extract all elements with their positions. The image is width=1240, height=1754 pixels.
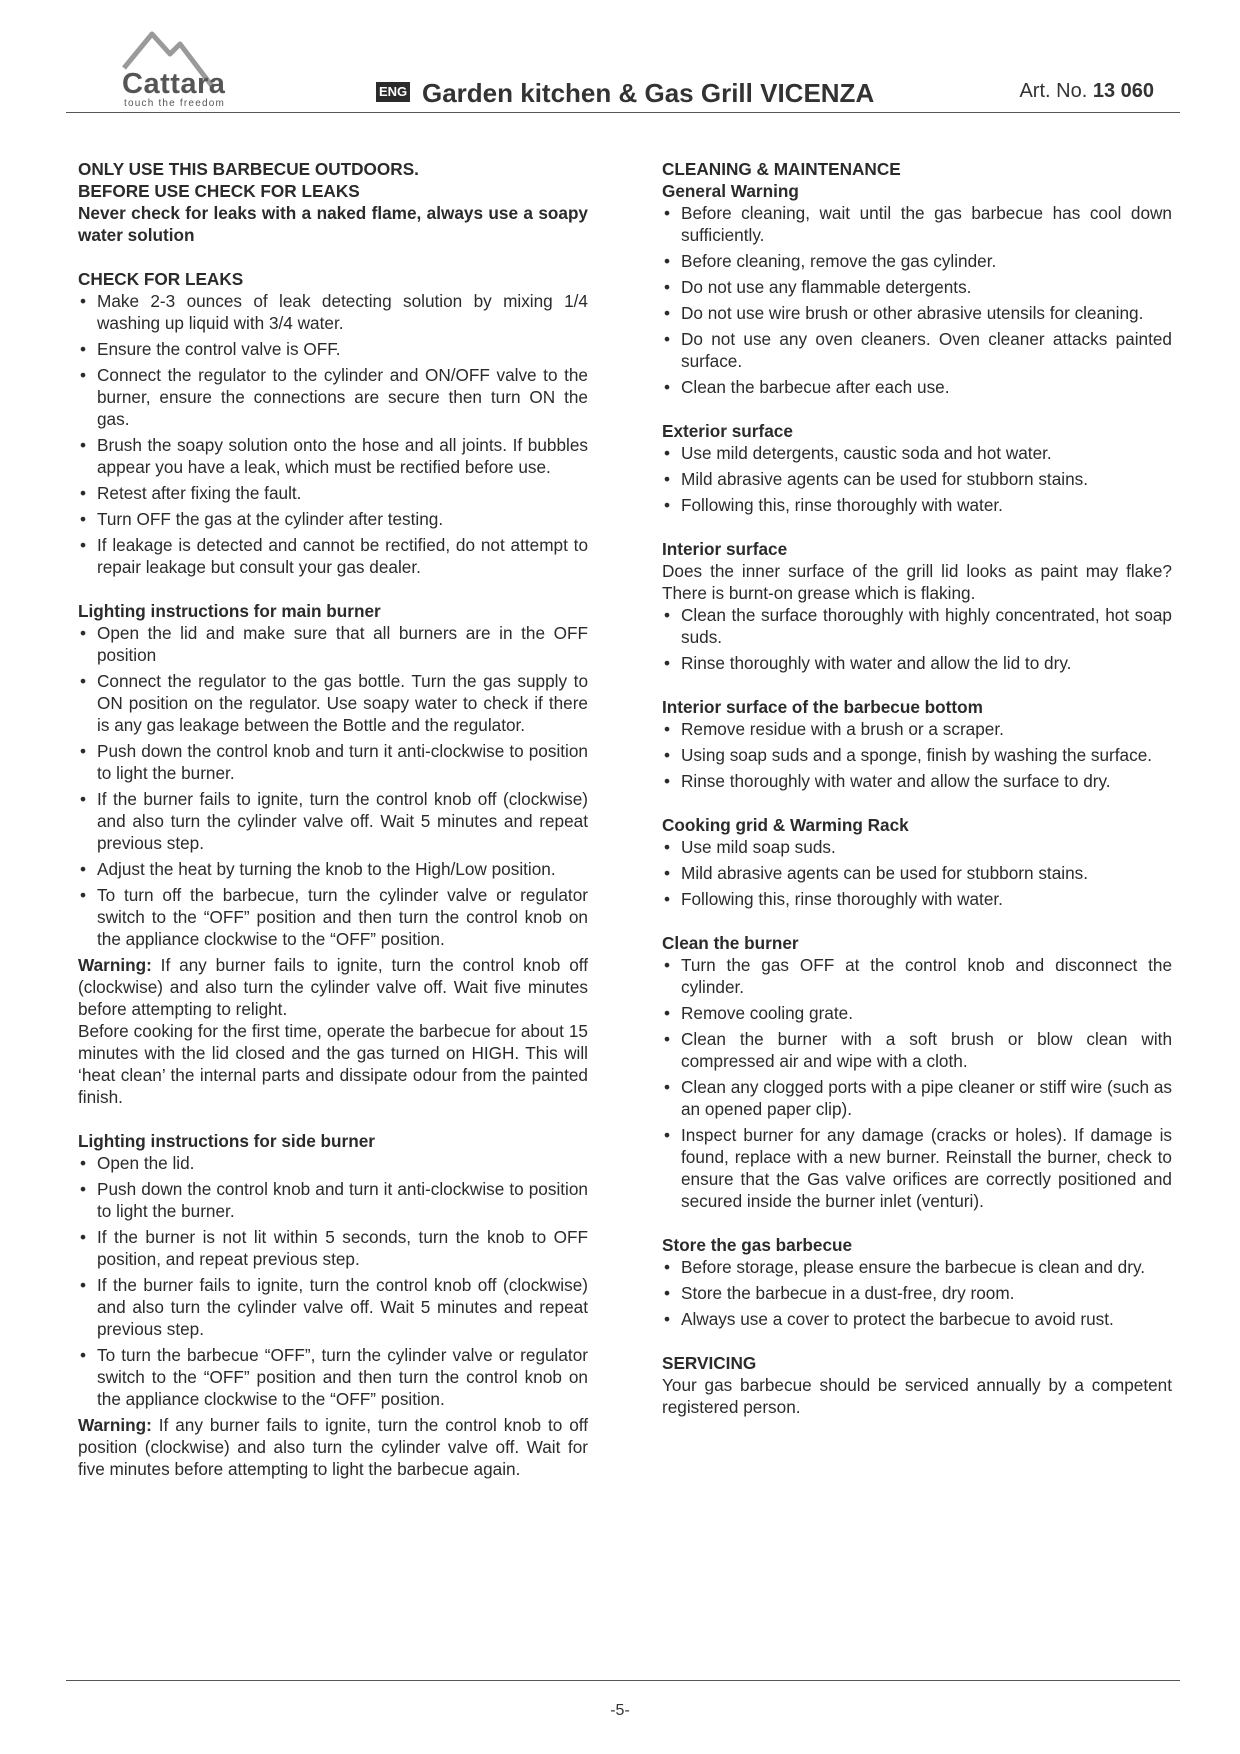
interior-list [662,604,1172,674]
list-item: • Do not use wire brush or other abrasive utensils for cleaning. [662,302,1172,324]
list-item: • Use mild soap suds. [662,836,1172,858]
section-title: CLEANING & MAINTENANCE [662,159,901,179]
language-badge: ENG [376,82,410,102]
list-item: • Using soap suds and a sponge, finish by washing the surface. [662,744,1172,766]
warning-label: Warning: [78,1415,152,1435]
list-item: • Always use a cover to protect the barbecue to avoid rust. [662,1308,1172,1330]
list-item: • Before storage, please ensure the barbecue is clean and dry. [662,1256,1172,1278]
list-item: • If leakage is detected and cannot be rectified, do not attempt to repair leakage but consult your gas dealer. [78,534,588,578]
warning-text: If any burner fails to ignite, turn the control knob to off position (clockwise) and also turn the cylinder valve off. Wait for five minutes before attempting to light the barbecue again. [78,1415,588,1479]
burner-list [662,954,1172,1212]
list-item: • If the burner fails to ignite, turn the control knob off (clockwise) and also turn the cylinder valve off. Wait 5 minutes and repeat previous step. [78,788,588,854]
exterior-list [662,442,1172,516]
check-leaks-section [78,268,588,578]
main-burner-list [78,622,588,950]
intro-line-3: Never check for leaks with a naked flame, always use a soapy water solution [78,203,588,245]
list-item: • Do not use any oven cleaners. Oven cleaner attacks painted surface. [662,328,1172,372]
intro-section [78,158,588,246]
burner-section [662,932,1172,1212]
list-item: • Clean the burner with a soft brush or blow clean with compressed air and wipe with a cloth. [662,1028,1172,1072]
article-label: Art. No. [1019,80,1088,102]
intro-line-1: ONLY USE THIS BARBECUE OUTDOORS. [78,159,419,179]
general-list [662,202,1172,398]
general-warning-section [662,158,1172,398]
list-item: • Use mild detergents, caustic soda and hot water. [662,442,1172,464]
list-item: • Brush the soapy solution onto the hose and all joints. If bubbles appear you have a leak, which must be rectified before use. [78,434,588,478]
list-item: • Remove residue with a brush or a scraper. [662,718,1172,740]
list-item: • Do not use any flammable detergents. [662,276,1172,298]
side-warning [78,1414,588,1480]
left-column [78,158,588,1502]
exterior-section [662,420,1172,516]
section-title: Cooking grid & Warming Rack [662,815,909,835]
section-title: Exterior surface [662,421,793,441]
list-item: • Store the barbecue in a dust-free, dry room. [662,1282,1172,1304]
list-item: • If the burner is not lit within 5 seconds, turn the knob to OFF position, and repeat previous step. [78,1226,588,1270]
footer-divider [66,1680,1180,1681]
document-title: Garden kitchen & Gas Grill VICENZA [422,78,875,108]
subsection-title: General Warning [662,181,799,201]
list-item: • To turn off the barbecue, turn the cylinder valve or regulator switch to the “OFF” position and then turn the control knob on the appliance clockwise to the “OFF” position. [78,884,588,950]
store-list [662,1256,1172,1330]
bottom-section [662,696,1172,792]
list-item: • Inspect burner for any damage (cracks or holes). If damage is found, replace with a new burner. Reinstall the burner, check to ensure that the Gas valve orifices are correctly positioned and secured inside the burner inlet (venturi). [662,1124,1172,1212]
list-item: • Following this, rinse thoroughly with water. [662,888,1172,910]
intro-line-2: BEFORE USE CHECK FOR LEAKS [78,181,360,201]
list-item: • Clean any clogged ports with a pipe cleaner or stiff wire (such as an opened paper clip). [662,1076,1172,1120]
servicing-text: Your gas barbecue should be serviced annually by a competent registered person. [662,1375,1172,1417]
list-item: • Open the lid and make sure that all burners are in the OFF position [78,622,588,666]
section-title: Interior surface of the barbecue bottom [662,697,983,717]
list-item: • Connect the regulator to the gas bottle. Turn the gas supply to ON position on the regulator. Use soapy water to check if there is any gas leakage between the Bottle and the regulator. [78,670,588,736]
list-item: • Push down the control knob and turn it anti-clockwise to position to light the burner. [78,1178,588,1222]
list-item: • Clean the surface thoroughly with highly concentrated, hot soap suds. [662,604,1172,648]
list-item: • Before cleaning, remove the gas cylinder. [662,250,1172,272]
article-number [1019,80,1154,103]
list-item: • Following this, rinse thoroughly with water. [662,494,1172,516]
list-item: • Connect the regulator to the cylinder and ON/OFF valve to the burner, ensure the connections are secure then turn ON the gas. [78,364,588,430]
servicing-section [662,1352,1172,1418]
bottom-list [662,718,1172,792]
store-section [662,1234,1172,1330]
grid-list [662,836,1172,910]
section-title: Clean the burner [662,933,799,953]
header-divider [66,112,1180,113]
brand-tagline: touch the freedom [124,98,226,109]
grid-section [662,814,1172,910]
section-title: SERVICING [662,1353,757,1373]
list-item: • Rinse thoroughly with water and allow the surface to dry. [662,770,1172,792]
warning-label: Warning: [78,955,152,975]
list-item: • Mild abrasive agents can be used for stubborn stains. [662,468,1172,490]
list-item: • Turn OFF the gas at the cylinder after testing. [78,508,588,530]
article-value: 13 060 [1092,80,1154,102]
list-item: • Before cleaning, wait until the gas barbecue has cool down sufficiently. [662,202,1172,246]
list-item: • Mild abrasive agents can be used for stubborn stains. [662,862,1172,884]
side-burner-list [78,1152,588,1410]
leaks-list [78,290,588,578]
page-header [66,22,1180,114]
list-item: • Remove cooling grate. [662,1002,1172,1024]
right-column [662,158,1172,1440]
list-item: • Open the lid. [78,1152,588,1174]
interior-intro: Does the inner surface of the grill lid looks as paint may flake? There is burnt-on grease which is flaking. [662,561,1172,603]
main-warning [78,954,588,1020]
list-item: • Retest after fixing the fault. [78,482,588,504]
first-use-note: Before cooking for the first time, operate the barbecue for about 15 minutes with the lid closed and the gas turned on HIGH. This will ‘heat clean’ the internal parts and dissipate odour from the painted finish. [78,1021,588,1107]
interior-section [662,538,1172,674]
side-burner-section [78,1130,588,1480]
list-item: • Adjust the heat by turning the knob to the High/Low position. [78,858,588,880]
warning-text: If any burner fails to ignite, turn the control knob off (clockwise) and also turn the cylinder valve off. Wait five minutes before attempting to relight. [78,955,588,1019]
section-title: Store the gas barbecue [662,1235,853,1255]
section-title: Lighting instructions for side burner [78,1131,375,1151]
list-item: • Push down the control knob and turn it anti-clockwise to position to light the burner. [78,740,588,784]
section-title: Interior surface [662,539,788,559]
brand-logo [94,28,284,108]
section-title: CHECK FOR LEAKS [78,269,244,289]
list-item: • Rinse thoroughly with water and allow the lid to dry. [662,652,1172,674]
list-item: • Ensure the control valve is OFF. [78,338,588,360]
list-item: • To turn the barbecue “OFF”, turn the cylinder valve or regulator switch to the “OFF” position and then turn the control knob on the appliance clockwise to the “OFF” position. [78,1344,588,1410]
section-title: Lighting instructions for main burner [78,601,381,621]
list-item: • Make 2-3 ounces of leak detecting solution by mixing 1/4 washing up liquid with 3/4 water. [78,290,588,334]
list-item: • If the burner fails to ignite, turn the control knob off (clockwise) and also turn the cylinder valve off. Wait 5 minutes and repeat previous step. [78,1274,588,1340]
page-number: -5- [610,1702,630,1719]
brand-name: Cattara [122,68,226,100]
list-item: • Clean the barbecue after each use. [662,376,1172,398]
main-burner-section [78,600,588,1108]
list-item: • Turn the gas OFF at the control knob and disconnect the cylinder. [662,954,1172,998]
